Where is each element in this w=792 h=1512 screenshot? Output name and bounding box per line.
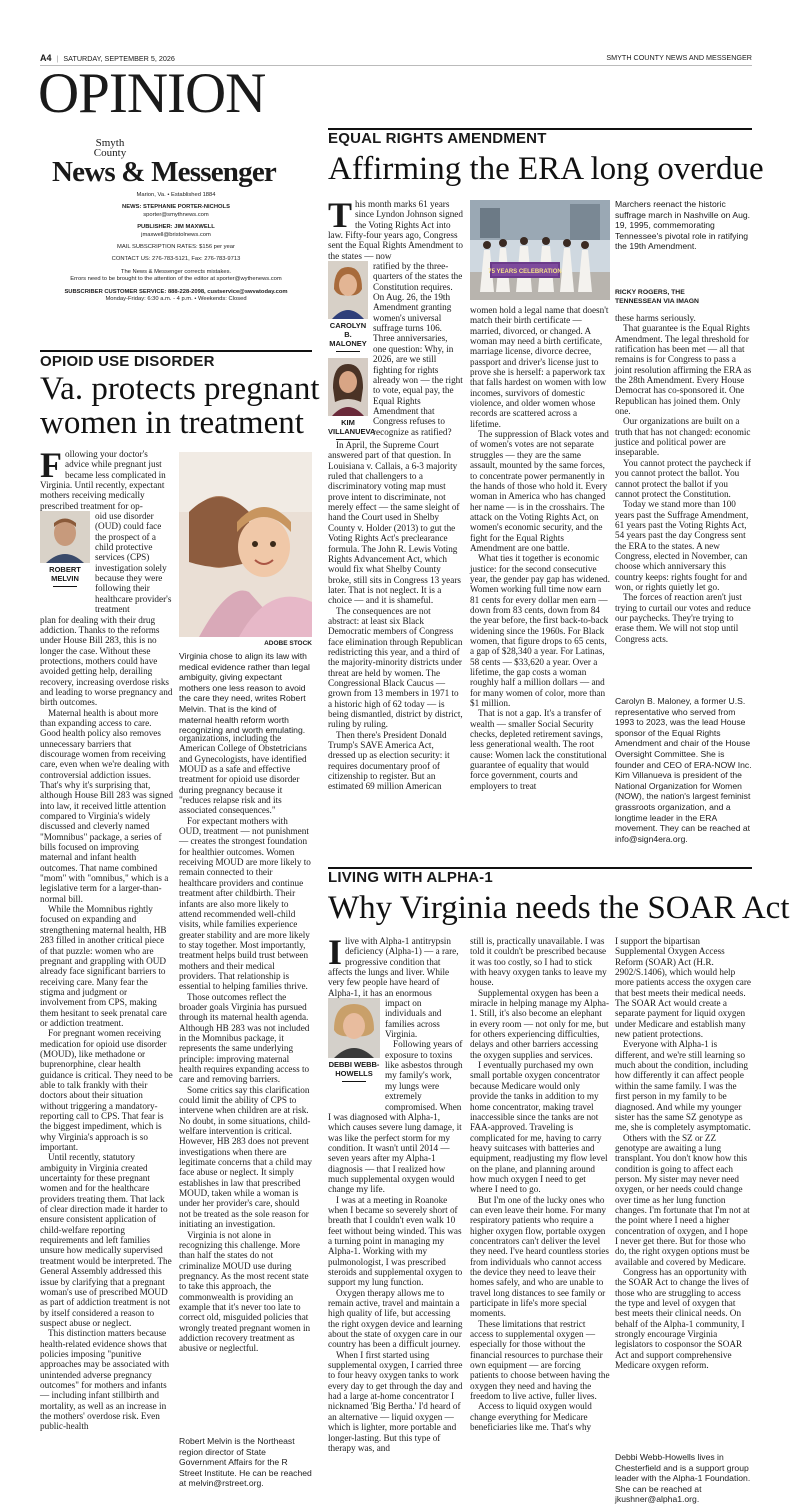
- article2-photo-caption: Marchers reenact the historic suffrage march in Nashville on Aug. 19, 1995, commemorating Tennessee's pivotal role in ratifying the 19th Amendment.: [615, 199, 751, 252]
- section-title: OPINION: [38, 62, 266, 125]
- suffrage-march-photo-icon: [470, 200, 610, 300]
- article1-col2-p4: Some critics say this clarification could limit the ability of CPS to intervene when children are at risk. No doubt, in some situations, child-welfare intervention is critical. However, HB 283 does not prevent investigations when there are legitimate concerns that a child may face abuse or neglect. It simply establishes in law that prescribed MOUD, taken while a woman is under her provider's care, should not be treated as the sole reason for initiating an investigation.: [179, 1084, 312, 1230]
- article1-kicker: OPIOID USE DISORDER: [40, 353, 215, 370]
- article1-column-2: [179, 733, 312, 1354]
- article1-author-portrait-icon: [40, 511, 90, 563]
- article3-col2-p2: Supplemental oxygen has been a miracle in helping manage my Alpha-1. Still, it's also become an elephant in every room — not only for me, but for others experiencing difficulties, delays and other barriers accessing the oxygen supplies and services.: [470, 987, 610, 1060]
- article2-author2-portrait-icon: [328, 358, 368, 416]
- masthead-news-label: NEWS: STEPHANIE PORTER-NICHOLS: [122, 204, 230, 211]
- header-paper-name: SMYTH COUNTY NEWS AND MESSENGER: [606, 53, 752, 62]
- masthead: [40, 134, 312, 354]
- article2-photo-credit-2: , THE: [667, 289, 685, 296]
- article3-kicker: LIVING WITH ALPHA-1: [328, 869, 493, 886]
- article2-photo-credit: [615, 289, 752, 306]
- article2-author1-caption-2: MALONEY: [329, 339, 367, 349]
- page-label: A4: [40, 53, 52, 63]
- article2-photo: [470, 200, 610, 300]
- article1-col2-p3: Those outcomes reflect the broader goals Virginia has pursued through its maternal health agenda. Although HB 283 was not included in the Momnibus package, it represents the same underlying principle: improving maternal health requires expanding access to care and removing barriers.: [179, 991, 310, 1085]
- article3-column-2: [470, 936, 610, 1433]
- article1-col1-p3: While the Momnibus rightly focused on expanding and strengthening maternal health, HB 283 filled in another critical piece of that puzzle: women who are pregnant and grappling with OUD already face significant barriers to receiving care. Many fear the stigma and judgment or involvement from CPS, making them hesitant to seek prenatal care or addiction treatment.: [40, 904, 167, 1028]
- article2-col2-p2: The suppression of Black votes and of women's votes are not separate struggles — they are the same assault, mounted by the same forces, to concentrate power permanently in the hands of those who hold it. Every woman in America who has changed her name — is in the crosshairs. The attack on the Voting Rights Act, on women's economic security, and the fight for the Equal Rights Amendment are one battle.: [470, 429, 609, 553]
- article2-col3-p2: That guarantee is the Equal Rights Amendment. The legal threshold for ratification has been met — all that remains is for Congress to pass a joint resolution affirming the ERA as the 28th Amendment. Every House Democrat has co-sponsored it. One Republican has joined them. Only one.: [615, 323, 752, 417]
- article1-author-caption-2: MELVIN: [51, 574, 79, 584]
- masthead-publisher-email[interactable]: jmaxwell@bristolnews.com: [141, 231, 211, 238]
- article3-lead-c: Following years of exposure to toxins like asbestos through my family's work, my lungs were extremely compromised. When: [385, 1039, 463, 1112]
- article3-col1-p3: Oxygen therapy allows me to remain active, travel and maintain a high quality of life, but accessing the right oxygen device and learning about the state of oxygen care in our country has been a difficult journey.: [328, 1287, 463, 1350]
- article3-column-1: [328, 932, 463, 1453]
- article3-col3-p3: Others with the SZ or ZZ genotype are awaiting a lung transplant. You don't know how this condition is going to affect each person. My sister may never need oxygen, or her needs could change over time as her lung function changes. I'm fortunate that I'm not at the point where I need a higher concentration of oxygen, and I hope I never get there. But for those who do, the right oxygen options must be available and covered by Medicare.: [615, 1132, 750, 1267]
- article2-headline: Affirming the ERA long overdue: [328, 151, 764, 187]
- masthead-mail-rates: MAIL SUBSCRIPTION RATES: $156 per year: [117, 244, 235, 251]
- article2-kicker: EQUAL RIGHTS AMENDMENT: [328, 130, 547, 147]
- masthead-news-email[interactable]: sporter@smythnews.com: [143, 211, 209, 218]
- article3-col1-p2: I was at a meeting in Roanoke when I became so severely short of breath that I couldn't even walk 10 feet without being winded. This was a turning point in managing my Alpha-1. Working with my pulmonologist, I was prescribed steroids and supplemental oxygen to support my lung function.: [328, 1194, 463, 1288]
- article3-author-caption-1: DEBBI WEBB-: [328, 1060, 380, 1070]
- article3-col3-p1: I support the bipartisan Supplemental Oxygen Access Reform (SOAR) Act (H.R. 2902/S.1406), which would help more patients access the oxygen care that best meets their medical needs. The SOAR Act would create a separate payment for liquid oxygen under Medicare and establish many new patient protections.: [615, 936, 751, 1040]
- header-separator: |: [56, 54, 59, 63]
- masthead-corrects-2: Errors need to be brought to the attention of the editor at sporter@wythenews.com: [70, 276, 282, 283]
- article3-column-3: [615, 936, 752, 1370]
- article2-col2-p4: That is not a gap. It's a transfer of wealth — smaller Social Security checks, depleted retirement savings, less generational wealth. The root cause: Women lack the constitutional guarantee of equality that would force government, courts and employers to treat: [470, 708, 607, 791]
- masthead-contact: CONTACT US: 276-783-5121, Fax: 276-783-9713: [111, 256, 241, 263]
- article3-author-caption-2: HOWELLS: [335, 1069, 373, 1079]
- mother-child-photo-icon: [179, 452, 312, 637]
- article2-bio: Carolyn B. Maloney, a former U.S. representative who served from 1993 to 2023, was the lead House sponsor of the Equal Rights Amendment and chair of the House Oversight Committee. She is founder and CEO of ERA-NOW Inc. Kim Villanueva is president of the National Organization for Women (NOW), the nation's largest feminist grassroots organization, and a longtime leader in the ERA movement. They can be reached at info@sign4era.org.: [615, 696, 752, 844]
- article1-col1-p5: Until recently, statutory ambiguity in Virginia created uncertainty for these pregnant women and for the healthcare providers treating them. That lack of clear direction made it harder to ensure consistent application of child-welfare reporting requirements and left families unsure how medically supervised treatment would be interpreted. The General Assembly addressed this issue by clarifying that a pregnant woman's use of prescribed MOUD as part of addiction treatment is not by itself considered a reason to suspect abuse or neglect.: [40, 1152, 172, 1328]
- article1-col2-p1: organizations, including the American College of Obstetricians and Gynecologists, have identified MOUD as a safe and effective treatment for opioid use disorder during pregnancy because it "reduces relapse risk and its associated consequences.": [179, 733, 307, 816]
- article2-col3-p1: these harms seriously.: [615, 313, 696, 323]
- article3-col2-p3: I eventually purchased my own small portable oxygen concentrator because Medicare would only provide the tanks in addition to my home concentrator, making travel inaccessible since the tanks are not FAA-approved. Traveling is complicated for me, having to carry heavy suitcases with batteries and equipment, readjusting my flow level on the plane, and planning around how much oxygen I need to get where I need to go.: [470, 1060, 608, 1195]
- article3-lead: live with Alpha-1 antitrypsin deficiency (Alpha-1) — a rare, progressive condition that affects the lungs and liver. While very few people have heard of Alpha-1, it has an enormous: [328, 936, 459, 998]
- article1-author-photo: [40, 511, 90, 563]
- article2-author1-photo: [328, 261, 368, 319]
- article2-col3-p5: Today we stand more than 100 years past the Suffrage Amendment, 61 years past the Voting Rights Act, 54 years past the day Congress sent the ERA to the states. A new Congress, elected in November, can choose which anniversary this country keeps: rights fought for and won, or rights quietly let go.: [615, 499, 749, 592]
- article2-author2-photo: [328, 358, 368, 416]
- article2-col3-p3: Our organizations are built on a truth that has not changed: economic justice and political power are inseparable.: [615, 416, 751, 458]
- article2-author1-caption-1: CAROLYN B.: [329, 321, 367, 340]
- masthead-service-1: SUBSCRIBER CUSTOMER SERVICE: 888-228-2098, custservice@swvatoday.com: [64, 288, 288, 295]
- article2-column-1: [328, 195, 463, 792]
- article1-headline-line1: Va. protects pregnant: [40, 371, 320, 407]
- suffrage-banner-text: 75 YEARS CELEBRATION: [488, 269, 562, 275]
- article2-col1-p3: Then there's President Donald Trump's SAVE America Act, dressed up as election security: it requires documentary proof of citizenship to register. But an estimated 69 million American: [328, 729, 450, 792]
- masthead-logo-line2: County: [93, 147, 127, 159]
- article1-lead-a: ollowing your doctor's advice while pregnant just became less complicated in Virginia. Until recently, expectant mothers receiving medically prescribed treatment for op-: [40, 449, 166, 511]
- article1-headline-line2: women in treatment: [40, 405, 304, 441]
- article3-col1-p1: I was diagnosed with Alpha-1, which causes severe lung damage, it was like the perfect storm for my condition. It wasn't until 2014 — seven years after my Alpha-1 diagnosis — that I realized how much supplemental oxygen would change my life.: [328, 1111, 462, 1195]
- article2-col3-p4: You cannot protect the paycheck if you cannot protect the ballot. You cannot protect the ballot if you cannot protect the Constitution.: [615, 457, 751, 499]
- article2-col2-p1: women hold a legal name that doesn't match their birth certificate — married, divorced, or changed. A woman may need a birth certificate, marriage license, divorce decree, passport and driver's license just to prove she is herself: a paperwork tax that falls hardest on women with low incomes, survivors of domestic violence, and older women whose records are scattered across a lifetime.: [470, 305, 609, 429]
- article3-author-portrait-icon: [328, 998, 380, 1058]
- article2-lead: his month marks 61 years since Lyndon Johnson signed the Voting Rights Act into law. Fifty-four years ago, Congress sent the Equal Rights Amendment to the states — now: [328, 199, 463, 261]
- article2-col1-p1: In April, the Supreme Court answered part of that question. In Louisiana v. Callais, a 6-3 majority ruled that challengers to a discriminatory voting map must prove intent to discriminate, not merely effect — the same sleight of hand the Court used in Shelby County v. Holder (2013) to gut the Voting Rights Act's preclearance formula. The John R. Lewis Voting Rights Advancement Act, which would fix what Shelby County broke, still sits in Congress 13 years later. That is not neglect. It is a choice — and it is shameful.: [328, 440, 461, 606]
- article1-bio: Robert Melvin is the Northeast region director of State Government Affairs for the R Street Institute. He can be reached at melvin@rstreet.org.: [179, 1436, 312, 1489]
- article1-col1-p6: This distinction matters because health-related evidence shows that policies imposing "punitive approaches may be associated with unintended adverse pregnancy outcomes" for mothers and infants — including infant stillbirth and mortality, as well as an increase in the mothers' overdose risk. Even public-health: [40, 1328, 170, 1432]
- article3-lead-b: impact on individuals and families across Virginia.: [385, 998, 442, 1040]
- article2-lead-b: ratified by the three-quarters of the states the Constitution requires. On Aug. 26, the 19th Amendment granting women's universal suffrage turns 106. Three anniversaries, one question: Why, in 2026, are we still fighting for rights already won — the right to vote, equal pay, the Equal Rights Amendment that Congress refuses to recognize as ratified?: [373, 261, 463, 437]
- article2-photo-credit-1: RICKY ROGERS: [615, 289, 668, 296]
- article3-col3-p4: Congress has an opportunity with the SOAR Act to change the lives of those who are struggling to access the type and level of oxygen that best meets their clinical needs. On behalf of the Alpha-1 community, I strongly encourage Virginia legislators to cosponsor the SOAR Act and support comprehensive Medicare oxygen reform.: [615, 1267, 749, 1371]
- article1-lead-b: oid use disorder (OUD) could face the prospect of a child protective services (CPS) investigation solely because they were following their healthcare provider's treatment: [95, 511, 172, 615]
- article2-author2-caption-2: VILLANUEVA: [328, 427, 376, 437]
- header-date: SATURDAY, SEPTEMBER 5, 2026: [63, 54, 175, 63]
- article1-col1-p2: Maternal health is about more than expanding access to care. Good health policy also removes unnecessary barriers that discourage women from receiving care, even when we're dealing with controversial addiction issues. That's why it's surprising that, although House Bill 283 was signed into law, it received little attention compared to Virginia's widely discussed and cleverly named "Momnibus" package, a series of bills focused on improving maternal and infant health outcomes. That name combined "mom" with "omnibus," which is a legislative term for a larger-than-normal bill.: [40, 707, 173, 904]
- article2-col2-p3: What ties it together is economic justice: for the second consecutive year, the gender pay gap has widened. Women working full time now earn 81 cents for every dollar men earn — down from 83 cents, down from 84 the year before, the first back-to-back widening since the 1960s. For Black women, that figure drops to 65 cents, a gap of $28,340 a year. For Latinas, 58 cents — $33,620 a year. Over a lifetime, the gap costs a woman roughly half a million dollars — and for many women of color, more than $1 million.: [470, 553, 610, 709]
- article1-photo: [179, 452, 312, 637]
- article1-author-caption-1: ROBERT: [49, 565, 81, 575]
- article2-photo-credit-3: TENNESSEAN VIA IMAGN: [615, 297, 699, 305]
- article3-author-photo: [328, 998, 380, 1058]
- article2-column-2: [470, 305, 610, 791]
- article2-dropcap: T: [328, 195, 353, 235]
- article3-col2-p1: still is, practically unavailable. I was told it couldn't be prescribed because it was too costly, so I had to stick with heavy oxygen tanks to leave my house.: [470, 936, 607, 988]
- article3-bio: Debbi Webb-Howells lives in Chesterfield and is a support group leader with the Alpha-1 Foundation. She can be reached at jkushner@alpha1.org.: [615, 1452, 751, 1505]
- article2-col1-p2: The consequences are not abstract: at least six Black Democratic members of Congress face elimination through Republican redistricting this year, and a third of the majority-minority districts under threat are held by women. The Congressional Black Caucus — grown from 13 members in 1971 to a historic high of 62 today — is being dismantled, district by district, ruling by ruling.: [328, 605, 463, 730]
- article3-dropcap: I: [328, 932, 343, 972]
- masthead-service-2: Monday-Friday: 6:30 a.m. - 4 p.m. • Weekends: Closed: [105, 296, 247, 303]
- article1-col1-p4: For pregnant women receiving medication for opioid use disorder (MOUD), like methadone or buprenorphine, clear health guidance is critical. They need to be able to talk frankly with their doctors about their situation without triggering a mandatory-reporting call to CPS. That fear is the biggest impediment, which is why Virginia's approach is so important.: [40, 1028, 173, 1153]
- article2-col3-p6: The forces of reaction aren't just trying to curtail our votes and reduce our paychecks. They're trying to erase them. We will not stop until Congress acts.: [615, 592, 751, 644]
- masthead-logo-line1: Smyth: [95, 137, 125, 149]
- article3-col2-p5: These limitations that restrict access to supplemental oxygen — especially for those without the financial resources to purchase their own equipment — are forcing patients to choose between having the oxygen they need and having the freedom to live active, fuller lives.: [470, 1318, 610, 1402]
- article3-col2-p4: But I'm one of the lucky ones who can even leave their home. For many respiratory patients who require a higher oxygen flow, portable oxygen concentrators can't deliver the level they need. I've heard countless stories from individuals who cannot access the device they need to leave their homes safely, and who are unable to travel long distances to see family or participate in life's more special moments.: [470, 1194, 609, 1319]
- article1-dropcap: F: [40, 445, 62, 485]
- article3-col3-p2: Everyone with Alpha-1 is different, and we're still learning so much about the condition, including how differently it can affect people within the same family. I was the first person in my family to be diagnosed. And while my younger sister has the same SZ genotype as me, she is completely asymptomatic.: [615, 1039, 751, 1133]
- article3-col1-p4: When I first started using supplemental oxygen, I carried three to four heavy oxygen tanks to work every day to get through the day and had a large at-home concentrator I nicknamed 'Big Bertha.' I'd heard of an alternative — liquid oxygen — which is lighter, more portable and longer-lasting. But this type of therapy was, and: [328, 1349, 463, 1453]
- article2-author2-caption-1: KIM: [341, 418, 355, 428]
- article1-photo-credit: ADOBE STOCK: [264, 640, 312, 647]
- article1-col2-p2: For expectant mothers with OUD, treatment — not punishment — creates the strongest foundation for healthier outcomes. Women receiving MOUD are more likely to remain connected to their healthcare providers and continue treatment after childbirth. Their infants are also more likely to attend recommended well-child visits, while families experience greater stability and are more likely to stay together. Most importantly, treatment helps build trust between mothers and their medical providers. That relationship is essential to helping families thrive.: [179, 815, 311, 992]
- article1-col1-p1: plan for dealing with their drug addiction. Thanks to the reforms under House Bill 283, this is no longer the case. Without these protections, mothers could have avoided getting help, derailing recovery, increasing overdose risks and leading to worse pregnancy and birth outcomes.: [40, 614, 173, 708]
- article3-headline: Why Virginia needs the SOAR Act: [328, 890, 790, 926]
- article1-column-1: [40, 445, 173, 1432]
- article1-col2-p5: Virginia is not alone in recognizing this challenge. More than half the states do not criminalize MOUD use during pregnancy. As the most recent state to take this approach, the commonwealth is providing an example that it's never too late to correct old, misguided policies that wrongly treated pregnant women in addiction recovery treatment as abusive or neglectful.: [179, 1229, 311, 1354]
- article3-col2-p6: Access to liquid oxygen would change everything for Medicare beneficiaries like me. That's why: [470, 1401, 592, 1433]
- masthead-location: Marion, Va. • Established 1884: [136, 192, 216, 198]
- article2-column-3: [615, 313, 752, 644]
- article1-photo-caption: Virginia chose to align its law with medical evidence rather than legal ambiguity, giving expectant mothers one less reason to avoid the care they need, writes Robert Melvin. That is the kind of maternal health reform worth recognizing and worth emulating.: [179, 651, 310, 736]
- masthead-logo-line3: News & Messenger: [52, 156, 276, 188]
- article2-author1-portrait-icon: [328, 261, 368, 319]
- masthead-corrects-1: The News & Messenger corrects mistakes.: [120, 268, 232, 275]
- masthead-publisher-label: PUBLISHER: JIM MAXWELL: [137, 224, 215, 231]
- article1-top-rule: [40, 350, 312, 352]
